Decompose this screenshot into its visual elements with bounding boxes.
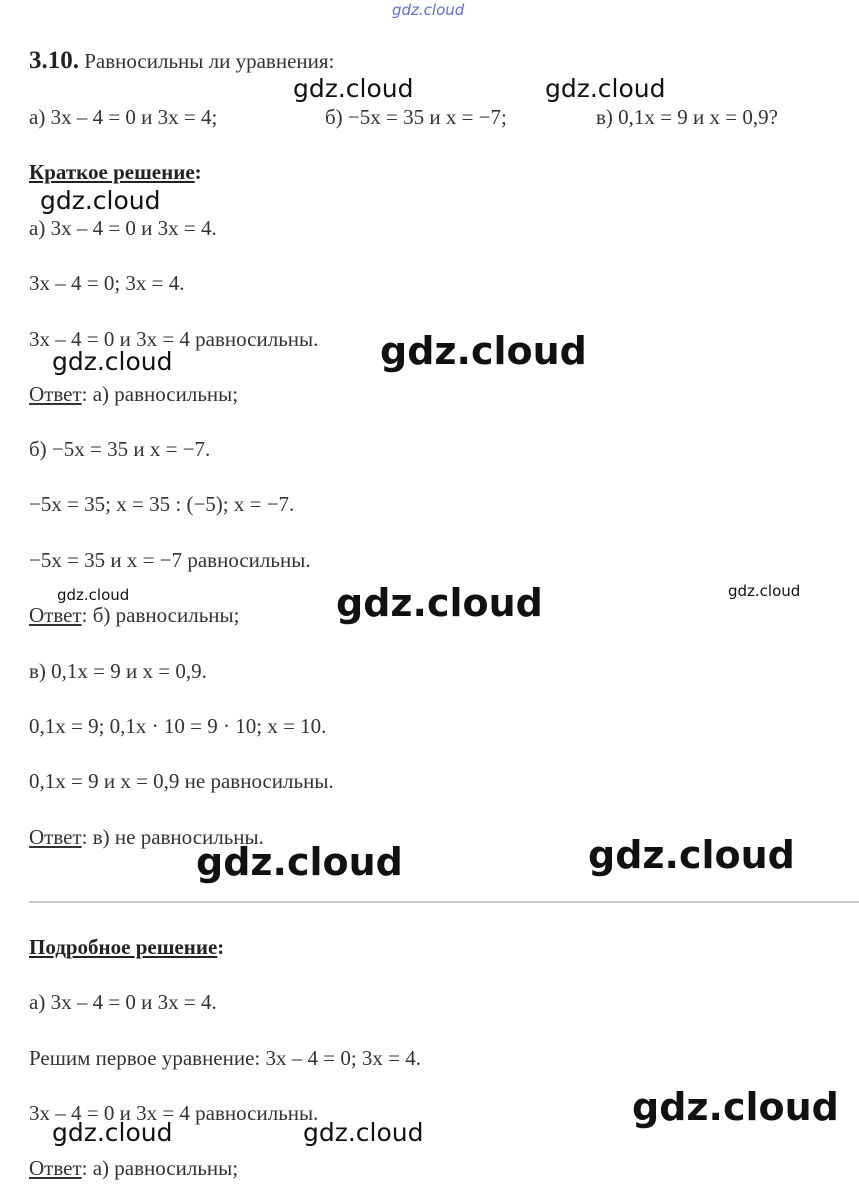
short-a-work: 3х – 4 = 0; 3х = 4. bbox=[29, 271, 185, 295]
short-a-answer bbox=[29, 384, 238, 405]
short-c-work: 0,1х = 9; 0,1х · 10 = 9 · 10; х = 10. bbox=[29, 714, 327, 738]
detailed-a-answer bbox=[29, 1158, 238, 1179]
short-b-conclusion: −5х = 35 и х = −7 равносильны. bbox=[29, 548, 311, 572]
short-b-statement: б) −5х = 35 и х = −7. bbox=[29, 437, 211, 461]
watermark: gdz.cloud bbox=[303, 1118, 424, 1147]
short-a-statement: а) 3х – 4 = 0 и 3х = 4. bbox=[29, 216, 217, 240]
task-part-c: в) 0,1х = 9 и х = 0,9? bbox=[596, 105, 778, 129]
task-title bbox=[29, 48, 334, 73]
watermark: gdz.cloud bbox=[545, 74, 666, 103]
short-c-statement: в) 0,1х = 9 и х = 0,9. bbox=[29, 659, 207, 683]
short-b-work: −5х = 35; х = 35 : (−5); х = −7. bbox=[29, 492, 295, 516]
short-solution-heading-line bbox=[29, 162, 202, 183]
answer-label: Ответ bbox=[29, 603, 82, 627]
answer-text: : в) не равносильны. bbox=[81, 825, 264, 849]
task-number: 3.10. bbox=[29, 47, 79, 74]
watermark: gdz.cloud bbox=[336, 581, 543, 625]
answer-label: Ответ bbox=[29, 382, 82, 406]
answer-text: : б) равносильны; bbox=[81, 603, 240, 627]
watermark: gdz.cloud bbox=[196, 840, 403, 884]
detailed-a-conclusion: 3х – 4 = 0 и 3х = 4 равносильны. bbox=[29, 1101, 319, 1125]
short-solution-heading: Краткое решение bbox=[29, 160, 195, 184]
short-c-conclusion: 0,1х = 9 и х = 0,9 не равносильны. bbox=[29, 769, 334, 793]
task-part-c-line bbox=[596, 107, 778, 128]
task-parts bbox=[29, 107, 217, 128]
watermark: gdz.cloud bbox=[40, 186, 161, 215]
detailed-a-work: Решим первое уравнение: 3х – 4 = 0; 3х = 4. bbox=[29, 1046, 422, 1070]
short-b-answer bbox=[29, 605, 239, 626]
detailed-solution-heading-line bbox=[29, 937, 224, 958]
task-part-b: б) −5х = 35 и х = −7; bbox=[325, 105, 507, 129]
watermark: gdz.cloud bbox=[293, 74, 414, 103]
task-part-b-line bbox=[325, 107, 507, 128]
section-divider bbox=[29, 901, 859, 903]
detailed-solution-heading-colon: : bbox=[217, 935, 225, 959]
short-a-conclusion: 3х – 4 = 0 и 3х = 4 равносильны. bbox=[29, 327, 319, 351]
answer-text: : а) равносильны; bbox=[81, 382, 239, 406]
task-question: Равносильны ли уравнения: bbox=[84, 49, 335, 73]
watermark: gdz.cloud bbox=[57, 586, 130, 604]
watermark-top: gdz.cloud bbox=[392, 1, 465, 19]
task-part-a: а) 3х – 4 = 0 и 3х = 4; bbox=[29, 105, 218, 129]
watermark: gdz.cloud bbox=[52, 347, 173, 376]
short-solution-heading-colon: : bbox=[194, 160, 202, 184]
watermark: gdz.cloud bbox=[380, 329, 587, 373]
detailed-a-statement: а) 3х – 4 = 0 и 3х = 4. bbox=[29, 990, 217, 1014]
short-c-answer bbox=[29, 827, 264, 848]
detailed-solution-heading: Подробное решение bbox=[29, 935, 218, 959]
watermark: gdz.cloud bbox=[588, 833, 795, 877]
answer-label: Ответ bbox=[29, 1156, 82, 1180]
answer-label: Ответ bbox=[29, 825, 82, 849]
watermark: gdz.cloud bbox=[52, 1118, 173, 1147]
answer-text: : а) равносильны; bbox=[81, 1156, 239, 1180]
watermark: gdz.cloud bbox=[632, 1085, 839, 1129]
watermark: gdz.cloud bbox=[728, 582, 801, 600]
